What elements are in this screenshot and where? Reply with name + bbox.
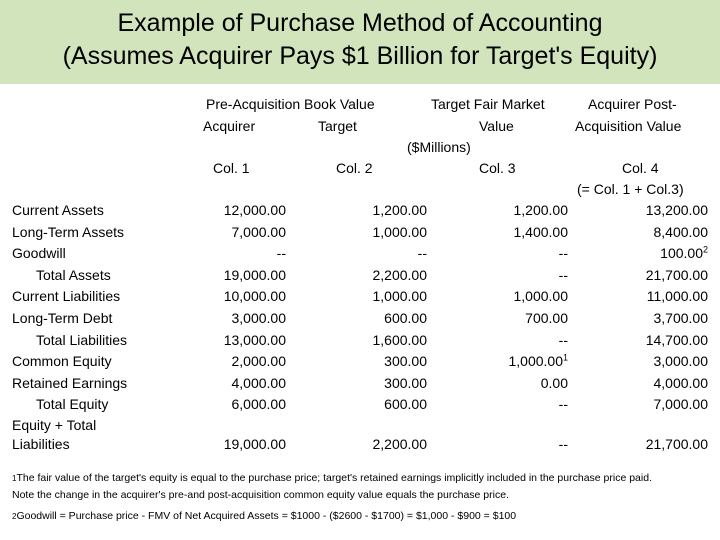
cell-value: 300.00 bbox=[384, 375, 427, 391]
header-post-2: Acquisition Value bbox=[575, 118, 682, 134]
row-label: Long-Term Assets bbox=[12, 224, 125, 240]
table-cell-col2 bbox=[373, 267, 428, 284]
footnote-2-marker: 2 bbox=[12, 512, 17, 521]
cell-value: -- bbox=[276, 245, 286, 261]
table-cell-col2 bbox=[373, 288, 428, 305]
cell-value: 2,200.00 bbox=[372, 267, 427, 283]
table-cell-col3 bbox=[559, 245, 568, 262]
cell-value: 14,700.00 bbox=[645, 332, 708, 348]
cell-value: 600.00 bbox=[384, 396, 427, 412]
cell-value: 1,400.00 bbox=[513, 224, 568, 240]
cell-value: 10,000.00 bbox=[223, 288, 286, 304]
table-cell-col1 bbox=[224, 202, 286, 219]
cell-value: 13,000.00 bbox=[223, 332, 286, 348]
cell-value: 19,000.00 bbox=[223, 267, 286, 283]
cell-value: 13,200.00 bbox=[645, 202, 708, 218]
cell-value: -- bbox=[558, 396, 568, 412]
cell-value: 1,200.00 bbox=[513, 202, 568, 218]
cell-value: 4,000.00 bbox=[653, 375, 708, 391]
header-col3: Col. 3 bbox=[479, 160, 516, 176]
cell-value: 11,000.00 bbox=[646, 288, 708, 304]
row-label-equity-total-2: Liabilities bbox=[12, 436, 70, 452]
cell-value: -- bbox=[417, 245, 427, 261]
table-cell-col2 bbox=[373, 224, 428, 241]
cell-value: 3,000.00 bbox=[653, 353, 708, 369]
table-cell-col3 bbox=[541, 375, 568, 392]
row-label: Current Liabilities bbox=[12, 288, 121, 304]
row-label: Common Equity bbox=[12, 353, 112, 369]
cell-value: 1,000.00 bbox=[372, 288, 427, 304]
table-cell-col1 bbox=[232, 353, 287, 370]
footnote-2 bbox=[12, 510, 712, 523]
page-title: Example of Purchase Method of Accounting bbox=[117, 9, 603, 37]
cell-value: -- bbox=[558, 332, 568, 348]
table-cell-col4 bbox=[647, 288, 708, 305]
cell-value: 4,000.00 bbox=[231, 375, 286, 391]
cell-value: 0.00 bbox=[540, 375, 568, 391]
footnote-1-text: The fair value of the target's equity is equal to the purchase price; target's retained earnings implicitly included in the purchase price paid. bbox=[16, 472, 652, 484]
header-col4-note: (= Col. 1 + Col.3) bbox=[577, 181, 684, 197]
header-pre-acquisition: Pre-Acquisition Book Value bbox=[206, 96, 375, 112]
row-label: Goodwill bbox=[12, 245, 66, 261]
header-acquirer: Acquirer bbox=[203, 118, 256, 134]
table-cell-col2 bbox=[384, 375, 427, 392]
row-label: Total Liabilities bbox=[36, 332, 128, 348]
header-target-fmv-2: Value bbox=[479, 118, 514, 134]
table-cell-col1 bbox=[232, 396, 287, 413]
table-cell-col2 bbox=[384, 396, 427, 413]
table-cell-col4 bbox=[654, 396, 709, 413]
cell-value: -- bbox=[558, 245, 568, 261]
footnote-2-text: Goodwill = Purchase price - FMV of Net Acquired Assets = $1000 - ($2600 - $1700) = $1,000 - $900 = $100 bbox=[16, 510, 517, 522]
cell-value: 1,000.00 bbox=[508, 353, 563, 369]
footnote-reference: 2 bbox=[702, 244, 708, 255]
table-cell-col3 bbox=[514, 224, 569, 241]
header-col1: Col. 1 bbox=[213, 160, 250, 176]
row-label: Total Assets bbox=[36, 267, 111, 283]
row-label: Total Equity bbox=[36, 396, 109, 412]
cell-total-col4: 21,700.00 bbox=[645, 436, 708, 452]
table-cell-col3 bbox=[514, 202, 569, 219]
row-label: Current Assets bbox=[12, 202, 104, 218]
row-label-equity-total-1: Equity + Total bbox=[12, 417, 97, 433]
table-cell-col1 bbox=[224, 288, 286, 305]
cell-total-col1: 19,000.00 bbox=[223, 436, 286, 452]
cell-value: 100.00 bbox=[660, 245, 703, 261]
cell-value: 3,700.00 bbox=[653, 310, 708, 326]
cell-value: -- bbox=[558, 267, 568, 283]
cell-value: 1,000.00 bbox=[513, 288, 568, 304]
table-cell-col1 bbox=[232, 310, 287, 327]
cell-value: 2,000.00 bbox=[231, 353, 286, 369]
cell-total-col2: 2,200.00 bbox=[372, 436, 427, 452]
header-target-fmv-1: Target Fair Market bbox=[431, 96, 545, 112]
table-cell-col2 bbox=[418, 245, 427, 262]
table-cell-col3 bbox=[508, 353, 568, 370]
table-cell-col2 bbox=[373, 332, 428, 349]
cell-value: 300.00 bbox=[384, 353, 427, 369]
cell-total-col3: -- bbox=[558, 436, 568, 452]
table-cell-col3 bbox=[559, 267, 568, 284]
header-col2: Col. 2 bbox=[336, 160, 373, 176]
table-cell-col4 bbox=[654, 224, 709, 241]
cell-value: 12,000.00 bbox=[223, 202, 286, 218]
header-target: Target bbox=[318, 118, 357, 134]
cell-value: 1,600.00 bbox=[372, 332, 427, 348]
footnote-reference: 1 bbox=[562, 352, 568, 363]
table-cell-col4 bbox=[654, 375, 709, 392]
table-cell-col3 bbox=[525, 310, 568, 327]
table-cell-col1 bbox=[232, 224, 287, 241]
header-post-1: Acquirer Post- bbox=[588, 96, 677, 112]
footnote-1-marker: 1 bbox=[12, 474, 17, 483]
row-label: Retained Earnings bbox=[12, 375, 128, 391]
cell-value: 600.00 bbox=[384, 310, 427, 326]
table-cell-col1 bbox=[232, 375, 287, 392]
table-cell-col2 bbox=[373, 202, 428, 219]
footnote-1-line-1 bbox=[12, 472, 712, 485]
table-cell-col4 bbox=[654, 310, 709, 327]
cell-value: 1,000.00 bbox=[372, 224, 427, 240]
header-col4: Col. 4 bbox=[622, 160, 659, 176]
table-cell-col1 bbox=[277, 245, 286, 262]
table-cell-col3 bbox=[559, 396, 568, 413]
cell-value: 21,700.00 bbox=[645, 267, 708, 283]
table-cell-col1 bbox=[224, 332, 286, 349]
table-cell-col4 bbox=[660, 245, 708, 262]
cell-value: 7,000.00 bbox=[231, 224, 286, 240]
table-cell-col4 bbox=[646, 332, 708, 349]
cell-value: 8,400.00 bbox=[653, 224, 708, 240]
header-units: ($Millions) bbox=[407, 139, 471, 155]
cell-value: 1,200.00 bbox=[372, 202, 427, 218]
cell-value: 3,000.00 bbox=[231, 310, 286, 326]
table-cell-col2 bbox=[384, 310, 427, 327]
table-cell-col2 bbox=[384, 353, 427, 370]
table-cell-col4 bbox=[646, 267, 708, 284]
cell-value: 6,000.00 bbox=[231, 396, 286, 412]
footnote-1-line-2: Note the change in the acquirer's pre-and post-acquisition common equity value equals the purchase price. bbox=[12, 489, 509, 501]
cell-value: 7,000.00 bbox=[653, 396, 708, 412]
page-subtitle: (Assumes Acquirer Pays $1 Billion for Target's Equity) bbox=[62, 42, 658, 70]
row-label: Long-Term Debt bbox=[12, 310, 113, 326]
table-cell-col1 bbox=[224, 267, 286, 284]
table-cell-col4 bbox=[654, 353, 709, 370]
table-cell-col4 bbox=[646, 202, 708, 219]
table-cell-col3 bbox=[559, 332, 568, 349]
title-band bbox=[0, 0, 720, 84]
table-cell-col3 bbox=[514, 288, 569, 305]
cell-value: 700.00 bbox=[525, 310, 568, 326]
